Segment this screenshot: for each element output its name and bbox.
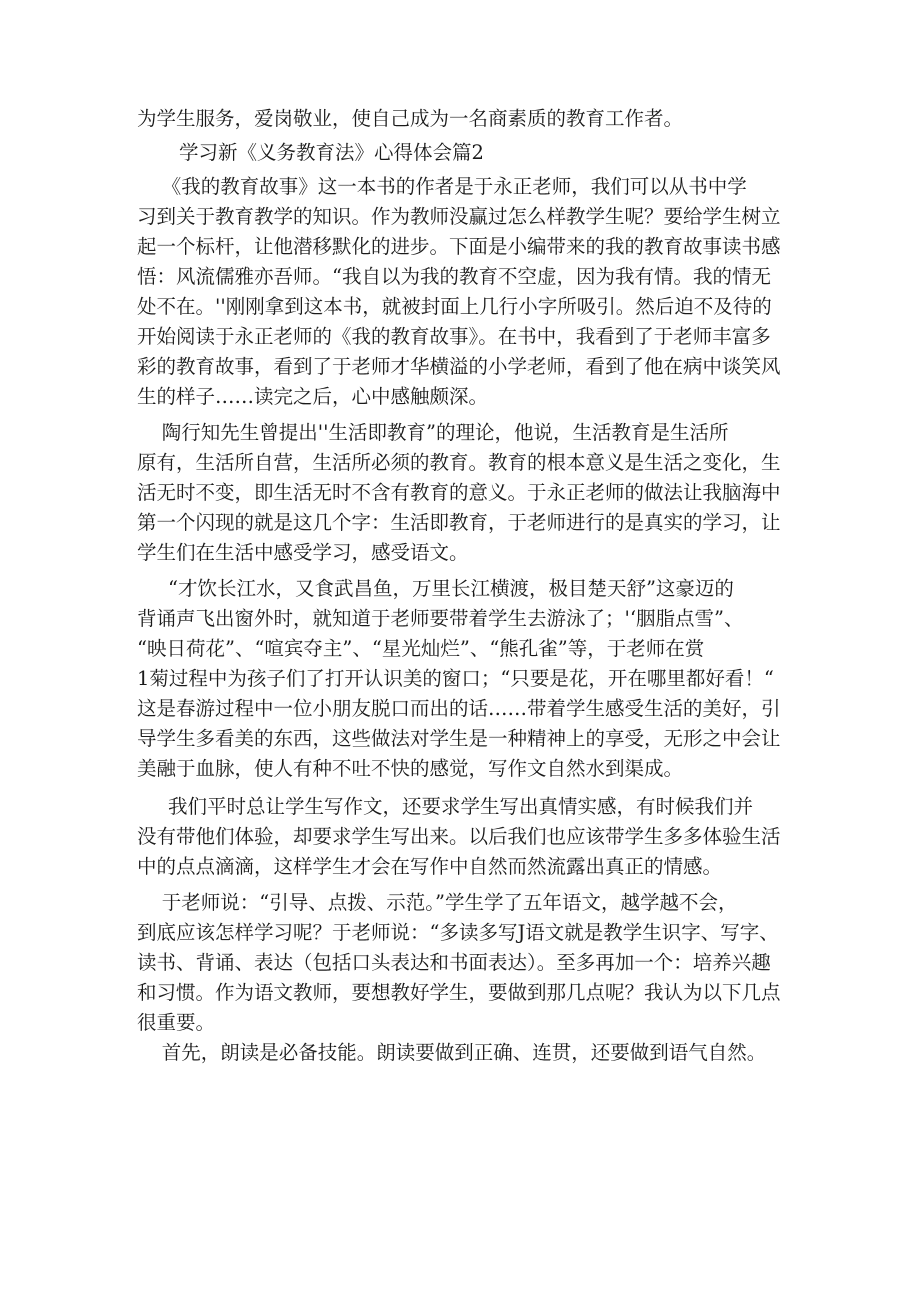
text-line: 于老师说：“引导、点拨、示范。”学生学了五年语文，越学越不会， [137,891,738,914]
text-line: 和习惯。作为语文教师，要想教好学生，要做到那几点呢？我认为以下几点 [137,981,781,1004]
text-line: 第一个闪现的就是这几个字：生活即教育，于老师进行的是真实的学习，让 [137,511,781,534]
text-line: 读书、背诵、表达（包括口头表达和书面表达）。至多再加一个：培养兴趣 [137,951,771,974]
paragraph [137,1038,797,1068]
text-line: 没有带他们体验，却要求学生写出来。以后我们也应该带学生多多体验生活 [137,825,781,848]
text-line: 很重要。 [137,1011,216,1034]
paragraph [137,172,797,412]
text-line: 为学生服务，爱岗敬业，使自己成为一名商素质的教育工作者。 [137,107,684,130]
paragraph [137,104,797,134]
text-line: 起一个标杆，让他潜移默化的进步。下面是小编带来的我的教育故事读书感 [137,235,781,258]
paragraph [137,888,797,1038]
text-line: 处不在。''刚刚拿到这本书，就被封面上几行小字所吸引。然后迫不及待的 [137,295,772,318]
text-line: 原有，生活所自营，生活所必须的教育。教育的根本意义是生活之变化，生 [137,451,781,474]
text-line: 到底应该怎样学习呢？于老师说：“多读多写J语文就是教学生识字、写字、 [137,921,779,944]
text-line: 背诵声飞出窗外时，就知道于老师要带着学生去游泳了；'‘胭脂点雪”、 [137,607,744,630]
text-line: “映日荷花”、“喧宾夺主”、“星光灿烂”、“熊孔雀”等，于老师在赏 [137,637,705,660]
text-line: 开始阅读于永正老师的《我的教育故事》。在书中，我看到了于老师丰富多 [137,325,771,348]
paragraph [137,138,797,168]
text-line: 我们平时总让学生写作文，还要求学生写出真情实感，有时候我们并 [137,795,753,818]
document-page [137,104,797,1068]
text-line: 1菊过程中为孩子们了打开认识美的窗口；“只要是花，开在哪里都好看！“ [137,667,774,690]
text-line: 《我的教育故事》这一本书的作者是于永正老师，我们可以从书中学 [137,175,747,198]
text-line: 首先，朗读是必备技能。朗读要做到正确、连贯，还要做到语气自然。 [137,1041,767,1064]
text-line: 活无时不变，即生活无时不含有教育的意义。于永正老师的做法让我脑海中 [137,481,781,504]
text-line: 生的样子……读完之后，心中感触颇深。 [137,385,489,408]
text-line: 悟：风流儒雅亦吾师。“我自以为我的教育不空虚，因为我有情。我的情无 [137,265,771,288]
paragraph [137,418,797,568]
text-line: 习到关于教育教学的知识。作为教师没赢过怎么样教学生呢？要给学生树立 [137,205,781,228]
paragraph [137,792,797,882]
text-line: 陶行知先生曾提出''生活即教育”的理论，他说，生活教育是生活所 [137,421,729,444]
text-line: 美融于血脉，使人有种不吐不快的感觉，写作文自然水到渠成。 [137,757,684,780]
text-line: 彩的教育故事，看到了于老师才华横溢的小学老师，看到了他在病中谈笑风 [137,355,781,378]
text-line: 学习新《义务教育法》心得体会篇2 [179,141,484,164]
text-line: “才饮长江水，又食武昌鱼，万里长江横渡，极目楚天舒”这豪迈的 [137,577,734,600]
paragraph [137,574,797,784]
text-line: 这是春游过程中一位小朋友脱口而出的话……带着学生感受生活的美好，引 [137,697,781,720]
text-line: 中的点点滴滴，这样学生才会在写作中自然而然流露出真正的情感。 [137,855,723,878]
text-line: 学生们在生活中感受学习，感受语文。 [137,541,469,564]
text-line: 导学生多看美的东西，这些做法对学生是一种精神上的享受，无形之中会让 [137,727,781,750]
